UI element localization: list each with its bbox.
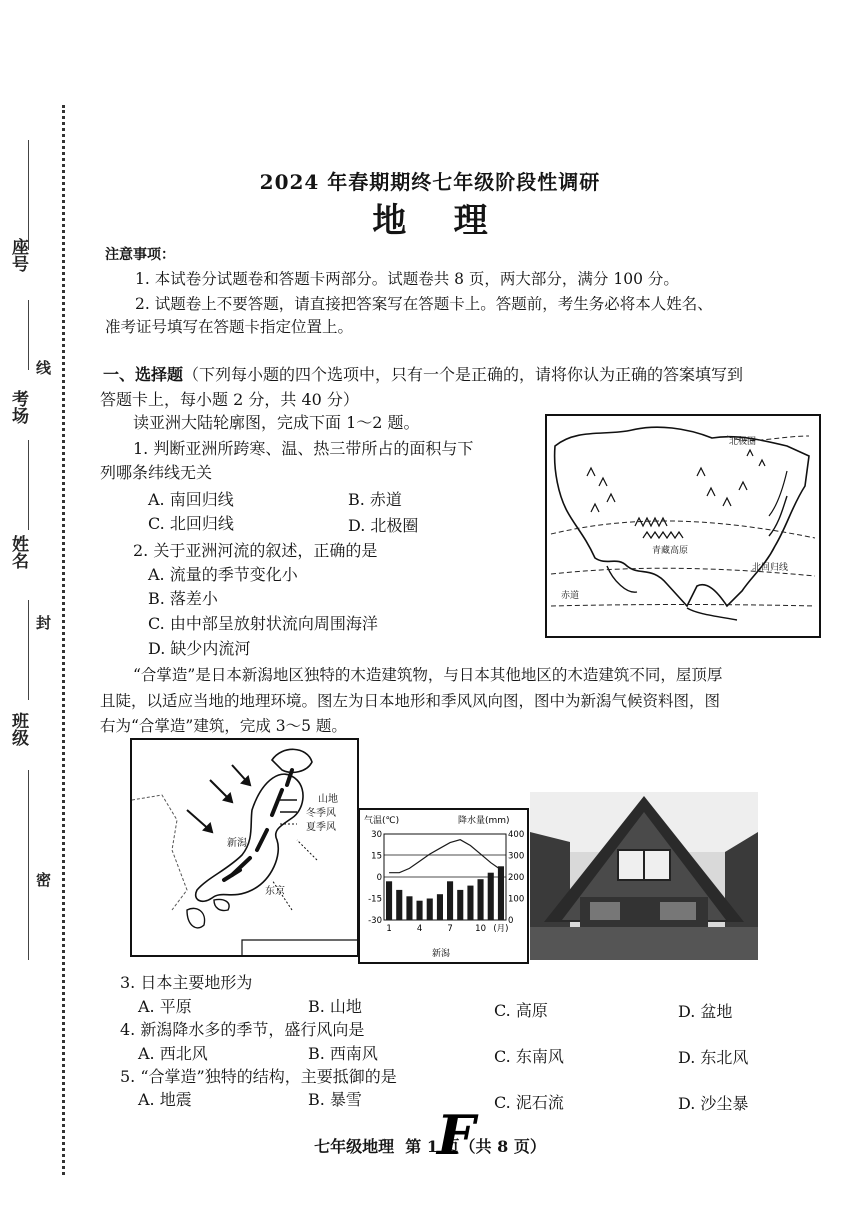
class-label: 班级 bbox=[8, 712, 28, 746]
q1-option-c[interactable]: C. 北回归线 bbox=[148, 514, 234, 533]
q4-option-b[interactable]: B. 西南风 bbox=[308, 1044, 378, 1063]
precip-bar-month-4 bbox=[417, 901, 423, 920]
seal-char-secret: 密 bbox=[34, 872, 52, 887]
right-tick-1: 300 bbox=[508, 851, 525, 862]
seal-char-line: 线 bbox=[34, 360, 52, 375]
x-tick-3: 10 bbox=[475, 924, 486, 934]
q2-option-d[interactable]: D. 缺少内流河 bbox=[148, 639, 251, 658]
asia-map-drawing bbox=[547, 416, 819, 636]
seal-char-seal: 封 bbox=[34, 615, 52, 630]
passage-line-2: 且陡，以适应当地的地理环境。图左为日本地形和季风风向图，图中为新潟气候资料图，图 bbox=[100, 692, 721, 710]
gassho-zukuri-photo bbox=[530, 792, 758, 960]
exam-title: 2024 年春期期终七年级阶段性调研 bbox=[259, 170, 601, 194]
left-tick-2: 0 bbox=[376, 873, 382, 883]
y-left-label: 气温(℃) bbox=[364, 816, 400, 826]
class-blank bbox=[28, 600, 29, 700]
page-footer: 七年级地理 第 1 页（共 8 页） bbox=[314, 1137, 546, 1156]
q3-stem: 3. 日本主要地形为 bbox=[120, 973, 253, 992]
q3-option-b[interactable]: B. 山地 bbox=[308, 997, 362, 1016]
q4-option-c[interactable]: C. 东南风 bbox=[494, 1047, 564, 1066]
q1-option-a[interactable]: A. 南回归线 bbox=[148, 490, 234, 509]
japan-legend-winter-monsoon: 冬季风 bbox=[306, 808, 336, 819]
q5-option-d[interactable]: D. 沙尘暴 bbox=[678, 1094, 749, 1113]
q3-option-d[interactable]: D. 盆地 bbox=[678, 1002, 733, 1021]
q2-stem: 2. 关于亚洲河流的叙述，正确的是 bbox=[133, 541, 378, 560]
precip-bar-month-11 bbox=[488, 873, 494, 920]
passage-line-3: 右为“合掌造”建筑，完成 3～5 题。 bbox=[100, 717, 347, 735]
precip-bar-month-12 bbox=[498, 866, 504, 920]
precip-bar-month-2 bbox=[396, 890, 402, 920]
note-3: 准考证号填写在答题卡指定位置上。 bbox=[105, 318, 354, 336]
climate-chart-svg bbox=[360, 810, 527, 962]
japan-place-niigata: 新潟 bbox=[227, 838, 247, 849]
left-tick-1: 15 bbox=[371, 851, 382, 862]
temperature-curve bbox=[389, 840, 501, 873]
precip-bar-month-5 bbox=[427, 899, 433, 921]
exam-room-blank bbox=[28, 300, 29, 370]
precip-bar-month-1 bbox=[386, 881, 392, 920]
left-ticks bbox=[368, 830, 382, 926]
section1-intro bbox=[103, 362, 743, 385]
q5-option-a[interactable]: A. 地震 bbox=[138, 1090, 192, 1109]
y-right-label: 降水量(mm) bbox=[458, 816, 510, 826]
note-2: 2. 试题卷上不要答题，请直接把答案写在答题卡上。答题前，考生务必将本人姓名、 bbox=[135, 295, 713, 313]
x-tick-1: 4 bbox=[416, 924, 423, 934]
precip-bar-month-6 bbox=[437, 894, 443, 920]
left-tick-0: 30 bbox=[371, 830, 382, 840]
note-1: 1. 本试卷分试题卷和答题卡两部分。试题卷共 8 页，两大部分，满分 100 分。 bbox=[135, 270, 679, 288]
q3-option-a[interactable]: A. 平原 bbox=[138, 997, 192, 1016]
name-label: 姓名 bbox=[8, 535, 28, 569]
japan-legend-summer-monsoon: 夏季风 bbox=[306, 822, 336, 833]
q4-stem: 4. 新潟降水多的季节，盛行风向是 bbox=[120, 1020, 365, 1039]
precip-bar-month-8 bbox=[457, 890, 463, 920]
left-tick-4: -30 bbox=[368, 916, 382, 926]
read-prompt-1-2: 读亚洲大陆轮廓图，完成下面 1～2 题。 bbox=[133, 413, 420, 432]
subject-title: 地 理 bbox=[372, 201, 488, 241]
section1-scoring: 答题卡上，每小题 2 分，共 40 分） bbox=[100, 390, 359, 409]
student-id-blank bbox=[28, 770, 29, 960]
x-tick-4: (月) bbox=[493, 924, 509, 934]
q4-option-a[interactable]: A. 西北风 bbox=[138, 1044, 208, 1063]
q5-option-b[interactable]: B. 暴雪 bbox=[308, 1090, 362, 1109]
q2-option-a[interactable]: A. 流量的季节变化小 bbox=[148, 565, 298, 584]
q5-stem: 5. “合掌造”独特的结构，主要抵御的是 bbox=[120, 1067, 397, 1086]
q2-option-b[interactable]: B. 落差小 bbox=[148, 589, 218, 608]
q1-option-d[interactable]: D. 北极圈 bbox=[348, 516, 419, 535]
gassho-house-drawing bbox=[530, 792, 758, 960]
q5-option-c[interactable]: C. 泥石流 bbox=[494, 1093, 564, 1112]
asia-label-tropic: 北回归线 bbox=[752, 563, 789, 573]
left-tick-3: -15 bbox=[368, 894, 382, 905]
x-caption-niigata: 新潟 bbox=[432, 949, 451, 959]
notes-heading: 注意事项： bbox=[105, 247, 175, 263]
section1-instructions: （下列每小题的四个选项中，只有一个是正确的，请将你认为正确的答案填写到 bbox=[183, 365, 744, 384]
x-ticks bbox=[386, 924, 508, 934]
japan-terrain-monsoon-map bbox=[130, 738, 359, 957]
precip-bar-month-9 bbox=[467, 886, 473, 920]
right-tick-3: 100 bbox=[508, 894, 525, 905]
seat-number-label: 座号 bbox=[8, 238, 28, 272]
asia-label-equator: 赤道 bbox=[561, 591, 580, 601]
q3-option-c[interactable]: C. 高原 bbox=[494, 1001, 548, 1020]
niigata-climate-chart bbox=[358, 808, 529, 964]
precip-bar-month-7 bbox=[447, 881, 453, 920]
name-blank bbox=[28, 440, 29, 530]
passage-line-1: “合掌造”是日本新潟地区独特的木造建筑物，与日本其他地区的木造建筑不同，屋顶厚 bbox=[133, 666, 723, 684]
version-stamp-f: F bbox=[437, 1103, 476, 1167]
q1-option-b[interactable]: B. 赤道 bbox=[348, 490, 402, 509]
japan-legend-mountain: 山地 bbox=[318, 794, 338, 805]
q2-option-c[interactable]: C. 由中部呈放射状流向周围海洋 bbox=[148, 614, 378, 633]
q4-option-d[interactable]: D. 东北风 bbox=[678, 1048, 749, 1067]
precipitation-bars bbox=[386, 866, 504, 920]
right-tick-2: 200 bbox=[508, 873, 525, 883]
binding-dotted-line bbox=[62, 105, 65, 1175]
right-tick-4: 0 bbox=[508, 916, 514, 926]
asia-label-plateau: 青藏高原 bbox=[652, 546, 689, 556]
asia-outline-map bbox=[545, 414, 821, 638]
right-ticks bbox=[508, 830, 524, 926]
japan-place-tokyo: 东京 bbox=[265, 886, 285, 897]
q1-stem-line2: 列哪条纬线无关 bbox=[100, 463, 213, 482]
x-tick-2: 7 bbox=[447, 924, 453, 934]
asia-label-arctic: 北极圈 bbox=[729, 437, 757, 447]
precip-bar-month-10 bbox=[478, 879, 484, 920]
exam-room-label: 考场 bbox=[8, 390, 28, 424]
precip-bar-month-3 bbox=[406, 896, 412, 920]
section1-heading: 一、选择题 bbox=[103, 365, 184, 384]
right-tick-0: 400 bbox=[508, 830, 525, 840]
q1-stem-line1: 1. 判断亚洲所跨寒、温、热三带所占的面积与下 bbox=[133, 439, 474, 458]
x-tick-0: 1 bbox=[386, 924, 392, 934]
